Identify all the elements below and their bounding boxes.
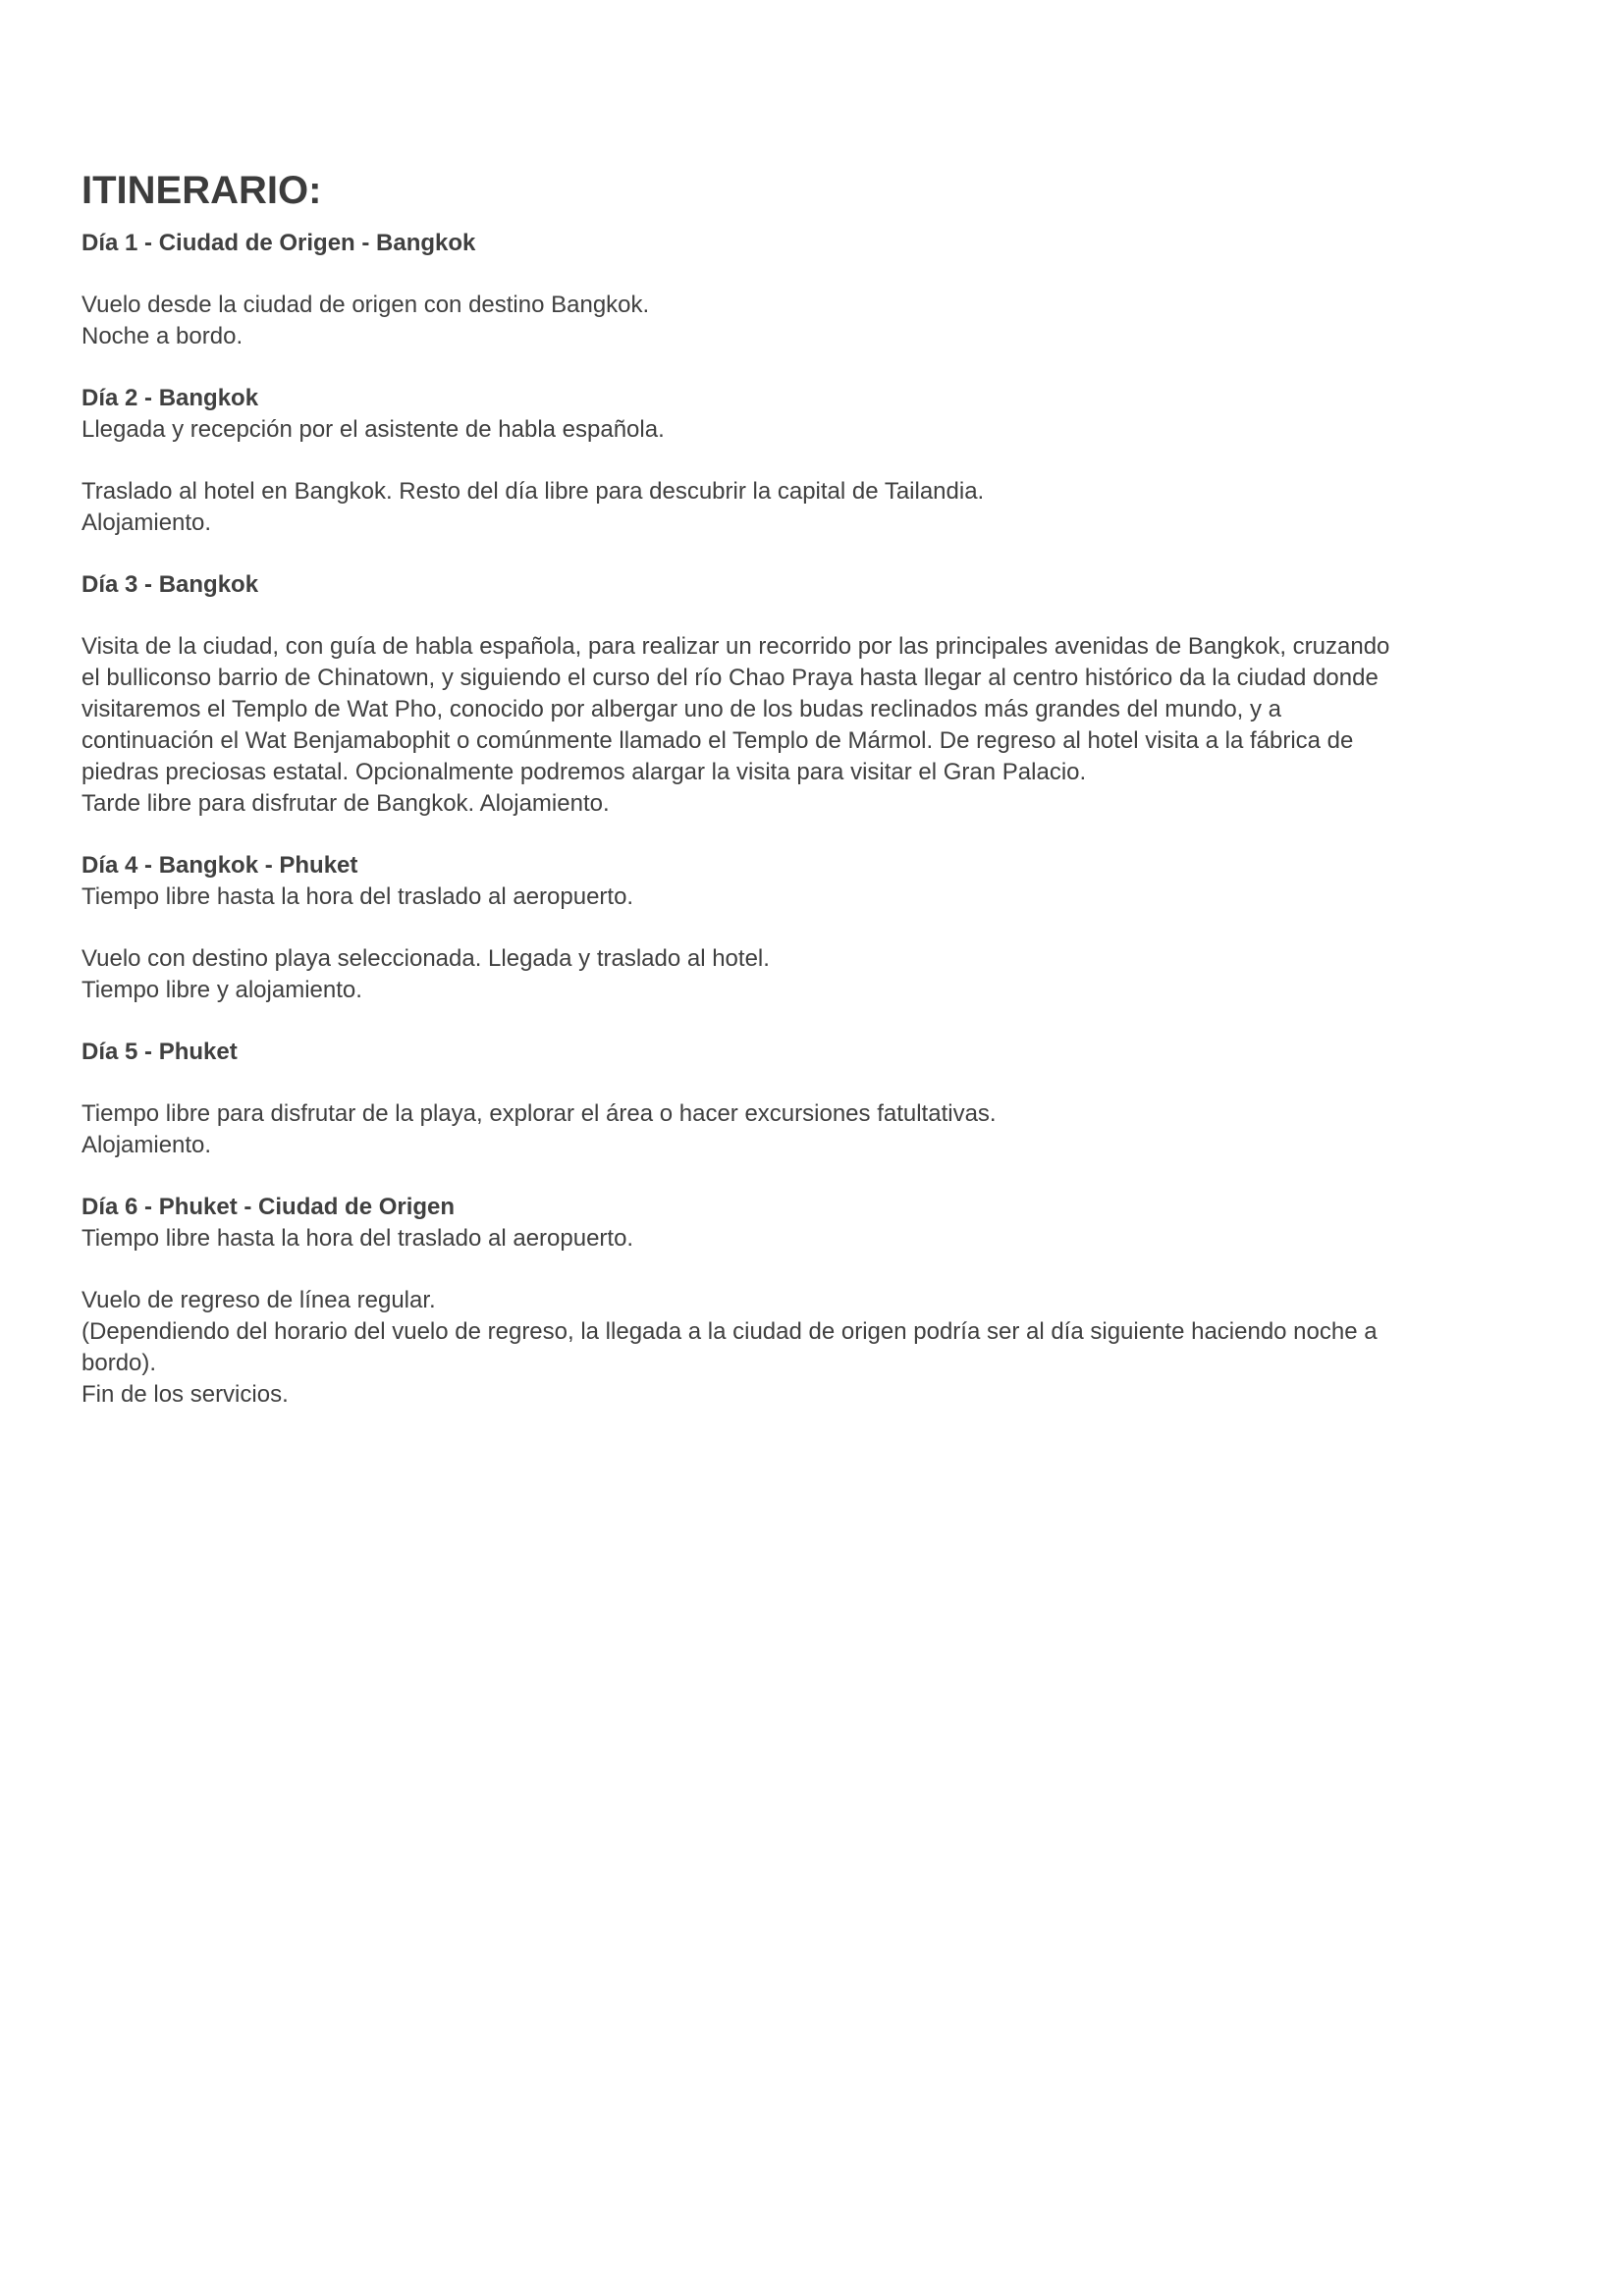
day-6-line: bordo).: [81, 1350, 157, 1376]
day-5-line: Tiempo libre para disfrutar de la playa, explorar el área o hacer excursiones fatultativas.: [81, 1100, 997, 1127]
day-4-line: Tiempo libre y alojamiento.: [81, 977, 362, 1003]
spacer: [81, 601, 1554, 631]
day-3-line: Visita de la ciudad, con guía de habla española, para realizar un recorrido por las principales avenidas de Bangkok, cruzando: [81, 633, 1390, 660]
day-6-line: Fin de los servicios.: [81, 1381, 289, 1408]
day-5-line: Alojamiento.: [81, 1132, 212, 1158]
spacer: [81, 820, 1554, 850]
day-3-heading: Día 3 - Bangkok: [81, 571, 259, 598]
day-2-line: Alojamiento.: [81, 509, 212, 536]
spacer: [81, 1006, 1554, 1037]
spacer: [81, 1161, 1554, 1192]
spacer: [81, 259, 1554, 290]
day-6-heading: Día 6 - Phuket - Ciudad de Origen: [81, 1194, 456, 1220]
day-2-line: Llegada y recepción por el asistente de habla española.: [81, 416, 665, 443]
day-4-line: Tiempo libre hasta la hora del traslado al aeropuerto.: [81, 883, 634, 910]
page-title: ITINERARIO:: [81, 169, 322, 212]
day-6-line: Vuelo de regreso de línea regular.: [81, 1287, 436, 1313]
day-3-line: Tarde libre para disfrutar de Bangkok. Alojamiento.: [81, 790, 610, 817]
day-3-line: visitaremos el Templo de Wat Pho, conocido por albergar uno de los budas reclinados más grandes del mundo, y a: [81, 696, 1282, 722]
spacer: [81, 446, 1554, 476]
day-2-line: Traslado al hotel en Bangkok. Resto del día libre para descubrir la capital de Tailandia.: [81, 478, 985, 505]
itinerary-page: [81, 167, 1554, 1411]
day-6-line: Tiempo libre hasta la hora del traslado al aeropuerto.: [81, 1225, 634, 1252]
spacer: [81, 352, 1554, 383]
day-4-line: Vuelo con destino playa seleccionada. Llegada y traslado al hotel.: [81, 945, 770, 972]
spacer: [81, 1068, 1554, 1098]
spacer: [81, 1255, 1554, 1285]
day-3-line: el bulliconso barrio de Chinatown, y siguiendo el curso del río Chao Praya hasta llegar al centro histórico da la ciudad donde: [81, 665, 1379, 691]
day-3-line: piedras preciosas estatal. Opcionalmente podremos alargar la visita para visitar el Gran Palacio.: [81, 759, 1087, 785]
day-4-heading: Día 4 - Bangkok - Phuket: [81, 852, 358, 879]
day-3-line: continuación el Wat Benjamabophit o comúnmente llamado el Templo de Mármol. De regreso al hotel visita a la fábrica de: [81, 727, 1354, 754]
day-5-heading: Día 5 - Phuket: [81, 1039, 238, 1065]
spacer: [81, 539, 1554, 569]
day-1-line: Vuelo desde la ciudad de origen con destino Bangkok.: [81, 292, 650, 318]
spacer: [81, 913, 1554, 943]
day-2-heading: Día 2 - Bangkok: [81, 385, 259, 411]
day-1-line: Noche a bordo.: [81, 323, 243, 349]
day-1-heading: Día 1 - Ciudad de Origen - Bangkok: [81, 230, 476, 256]
day-6-line: (Dependiendo del horario del vuelo de regreso, la llegada a la ciudad de origen podría ser al día siguiente haciendo noche a: [81, 1318, 1378, 1345]
